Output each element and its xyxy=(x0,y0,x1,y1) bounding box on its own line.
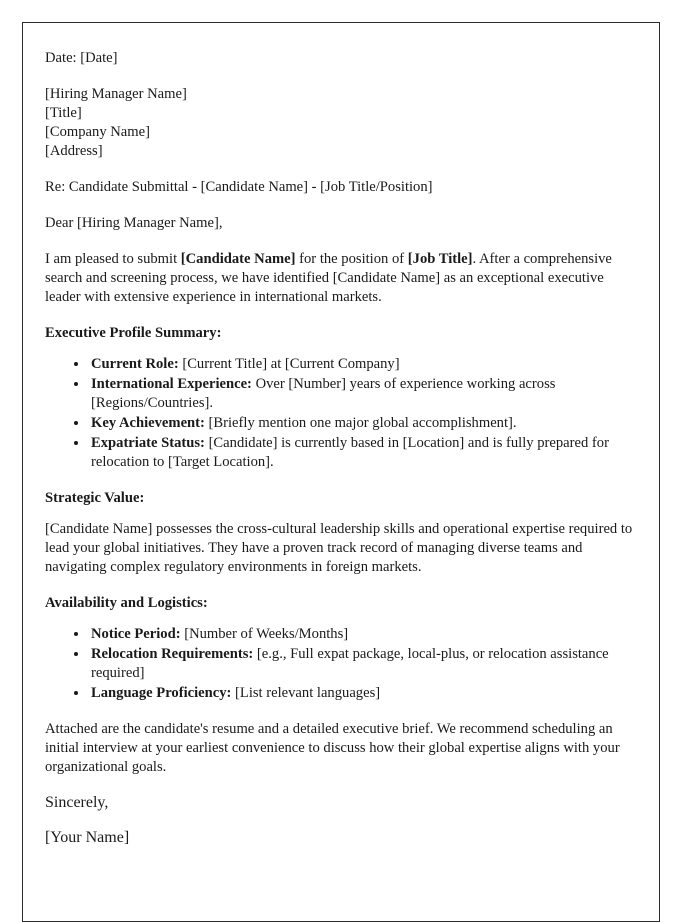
recipient-title: [Title] xyxy=(45,105,82,121)
availability-bullet-list xyxy=(45,625,641,703)
bullet-text: [Candidate] is currently based in [Location] and is fully prepared for relocation to [Target Location]. xyxy=(91,435,609,470)
recipient-address: [Address] xyxy=(45,143,103,159)
recipient-company: [Company Name] xyxy=(45,124,150,140)
bullet-text: [List relevant languages] xyxy=(231,685,381,701)
bullet-text: Over [Number] years of experience working across [Regions/Countries]. xyxy=(91,376,556,411)
list-item xyxy=(89,414,641,433)
bullet-label: International Experience: xyxy=(91,376,252,392)
bullet-label: Notice Period: xyxy=(91,626,181,642)
bullet-label: Relocation Requirements: xyxy=(91,646,254,662)
letter-body xyxy=(23,23,659,847)
subject-line: Re: Candidate Submittal - [Candidate Name] - [Job Title/Position] xyxy=(45,179,433,195)
list-item xyxy=(89,625,641,644)
document-page-viewport xyxy=(22,22,662,846)
bullet-text: [Current Title] at [Current Company] xyxy=(178,356,400,372)
heading-executive-profile-summary: Executive Profile Summary: xyxy=(45,325,222,341)
bullet-label: Expatriate Status: xyxy=(91,435,205,451)
bullet-text: [Briefly mention one major global accomplishment]. xyxy=(204,415,517,431)
signature-name: [Your Name] xyxy=(45,829,130,846)
list-item xyxy=(89,434,641,472)
list-item xyxy=(89,684,641,703)
bullet-text: [Number of Weeks/Months] xyxy=(180,626,349,642)
list-item xyxy=(89,375,641,413)
intro-paragraph xyxy=(45,250,641,307)
letter-page xyxy=(22,22,660,922)
bullet-label: Key Achievement: xyxy=(91,415,205,431)
list-item xyxy=(89,355,641,374)
intro-text-part-3: . After a comprehensive search and screening process, we have identified [Candidate Name] as an exceptional executive leader with extensive experience in international markets. xyxy=(45,251,612,305)
intro-job-title: [Job Title] xyxy=(407,251,473,267)
closing-paragraph: Attached are the candidate's resume and a detailed executive brief. We recommend scheduling an initial interview at your earliest convenience to discuss how their global expertise aligns with your organizational goals. xyxy=(45,721,620,775)
list-item xyxy=(89,645,641,683)
heading-availability-and-logistics: Availability and Logistics: xyxy=(45,595,208,611)
intro-text-part-2: for the position of xyxy=(295,251,408,267)
executive-profile-bullet-list xyxy=(45,355,641,472)
bullet-text: [e.g., Full expat package, local-plus, or relocation assistance required] xyxy=(91,646,609,681)
intro-candidate-name: [Candidate Name] xyxy=(180,251,296,267)
heading-strategic-value: Strategic Value: xyxy=(45,490,145,506)
signoff: Sincerely, xyxy=(45,794,109,811)
salutation: Dear [Hiring Manager Name], xyxy=(45,215,223,231)
bullet-label: Current Role: xyxy=(91,356,179,372)
strategic-value-paragraph: [Candidate Name] possesses the cross-cultural leadership skills and operational expertise required to lead your global initiatives. They have a proven track record of managing diverse teams and navigating complex regulatory environments in foreign markets. xyxy=(45,521,633,575)
recipient-address-block xyxy=(45,85,641,161)
bullet-label: Language Proficiency: xyxy=(91,685,232,701)
date-line: Date: [Date] xyxy=(45,50,118,66)
recipient-name: [Hiring Manager Name] xyxy=(45,86,187,102)
intro-text-part-1: I am pleased to submit xyxy=(45,251,181,267)
